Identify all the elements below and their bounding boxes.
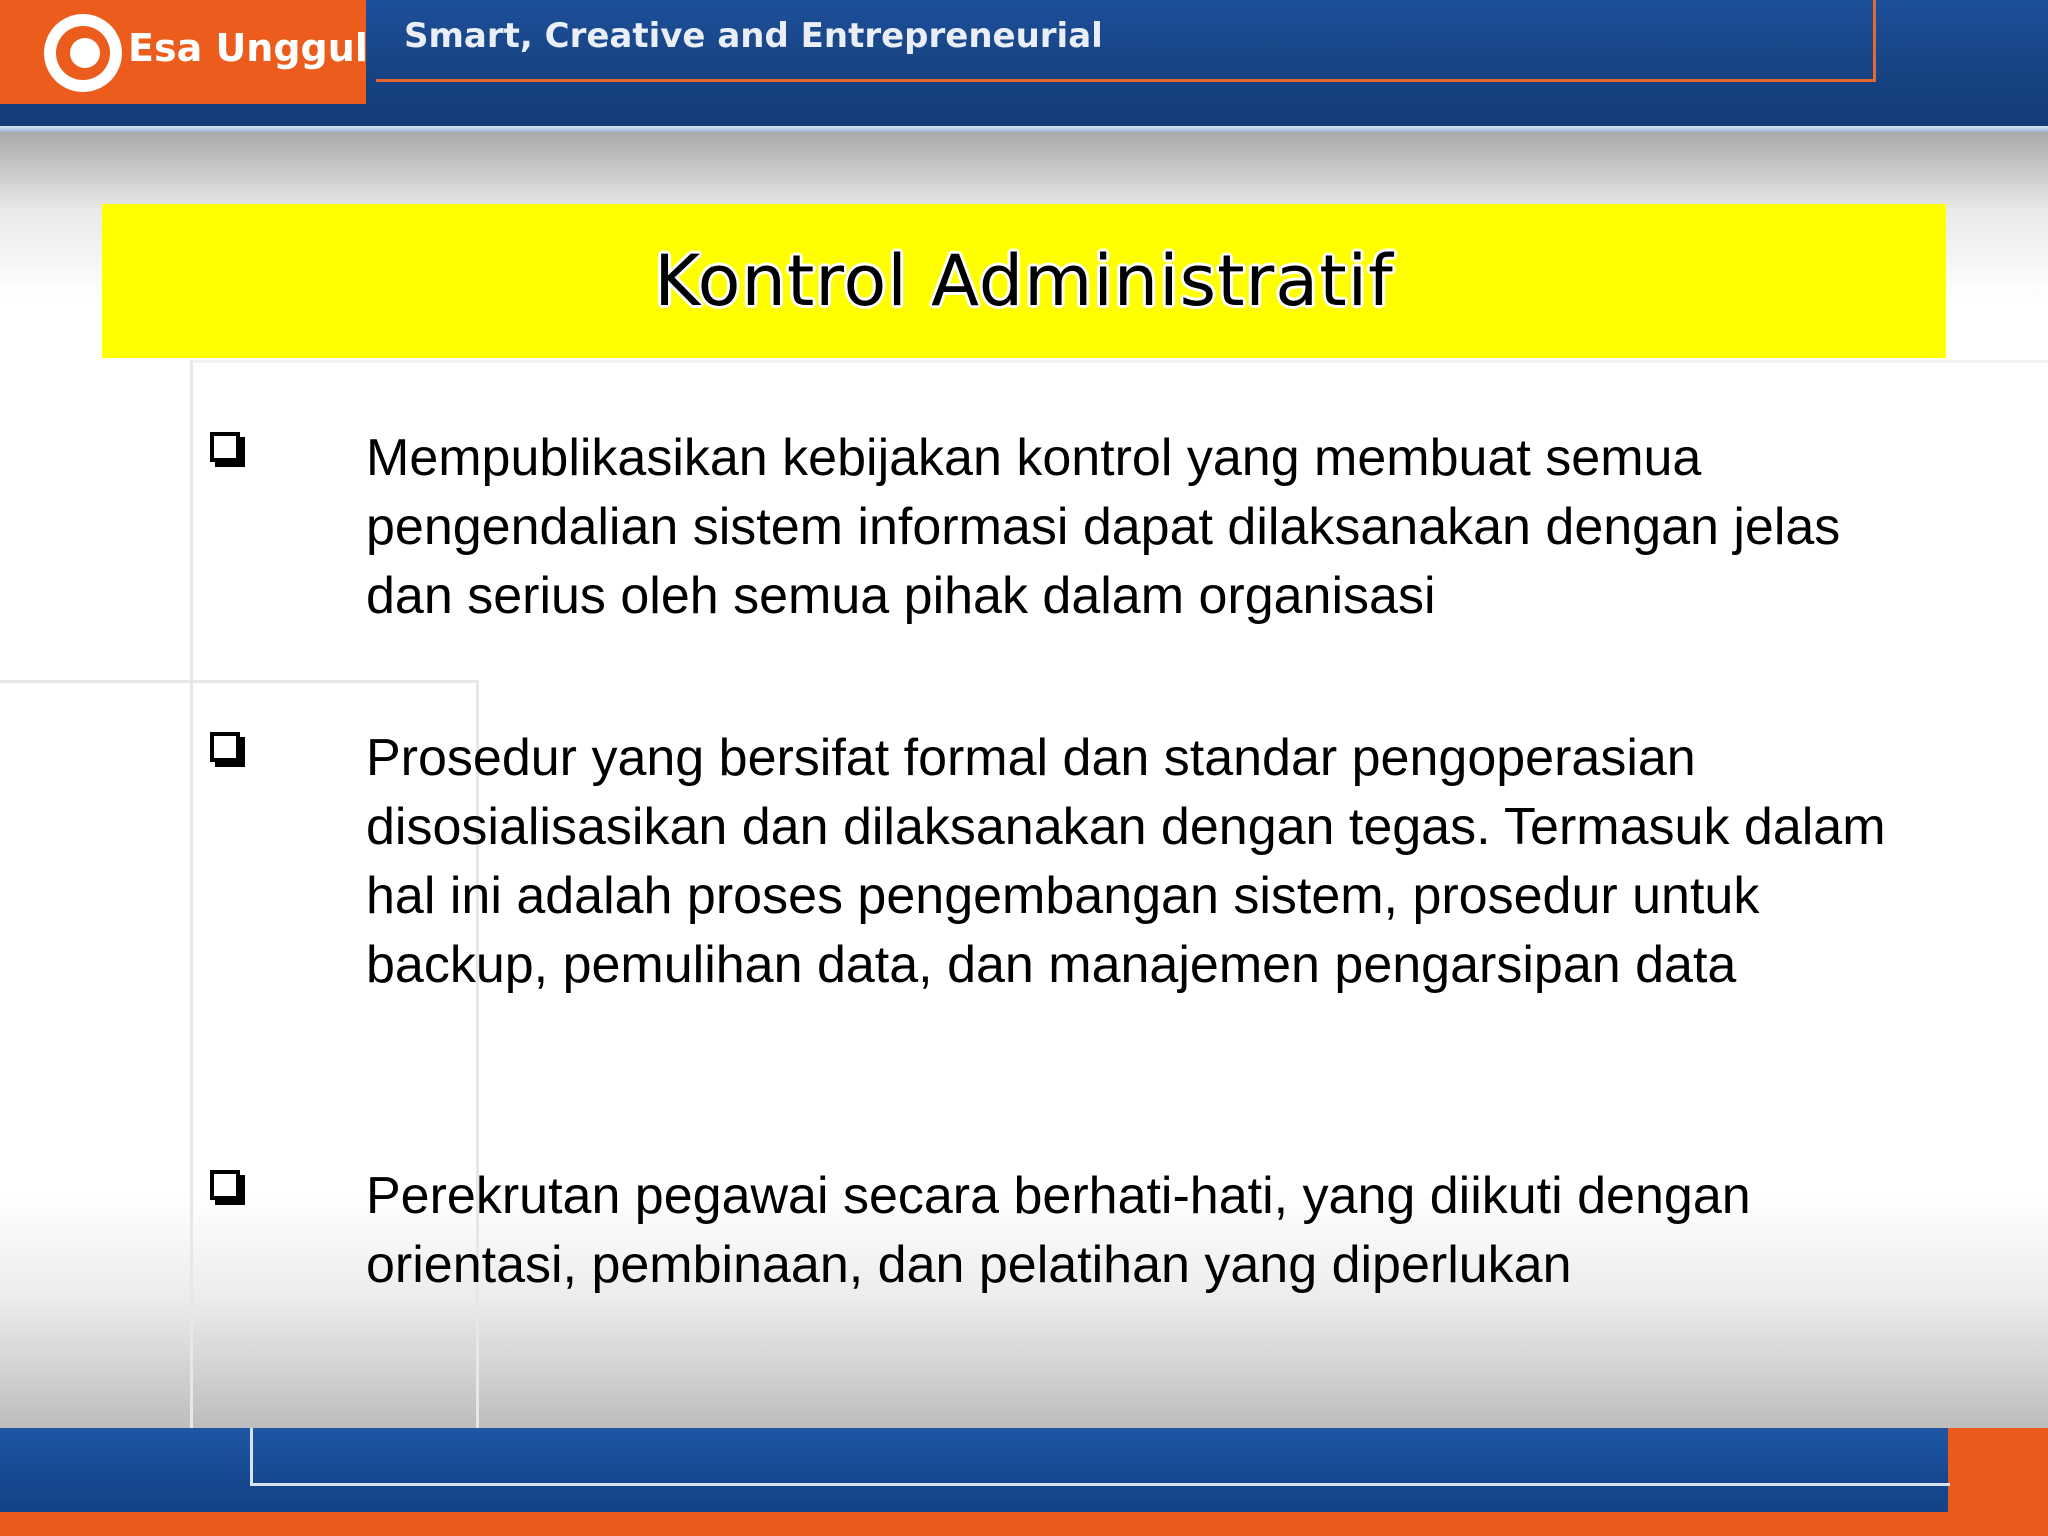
tagline: Smart, Creative and Entrepreneurial (404, 16, 1103, 56)
title-bar (102, 204, 1946, 358)
university-logo-icon (44, 14, 122, 92)
logo-text: Esa Unggul (128, 26, 368, 70)
bullet-text: Perekrutan pegawai secara berhati-hati, yang diikuti dengan orientasi, pembinaan, dan pelatihan yang diperlukan (366, 1167, 1751, 1294)
footer-frame (250, 1428, 1950, 1486)
decorative-line (0, 680, 478, 683)
footer-stripe (0, 1512, 2048, 1536)
bullet-text: Prosedur yang bersifat formal dan standar pengoperasian disosialisasikan dan dilaksanakan dengan tegas. Termasuk dalam hal ini adalah proses pengembangan sistem, prosedur untuk backup, pemulihan data, dan manajemen pengarsipan data (366, 729, 1886, 994)
bullet-text: Mempublikasikan kebijakan kontrol yang membuat semua pengendalian sistem informasi dapat dilaksanakan dengan jelas dan serius oleh semua pihak dalam organisasi (366, 429, 1841, 625)
slide-title: Kontrol Administratif (654, 240, 1394, 322)
checkbox-bullet-icon (210, 432, 240, 462)
decorative-line (190, 360, 2048, 363)
checkbox-bullet-icon (210, 732, 240, 762)
logo (0, 0, 366, 104)
decorative-line (190, 360, 193, 1428)
checkbox-bullet-icon (210, 1170, 240, 1200)
